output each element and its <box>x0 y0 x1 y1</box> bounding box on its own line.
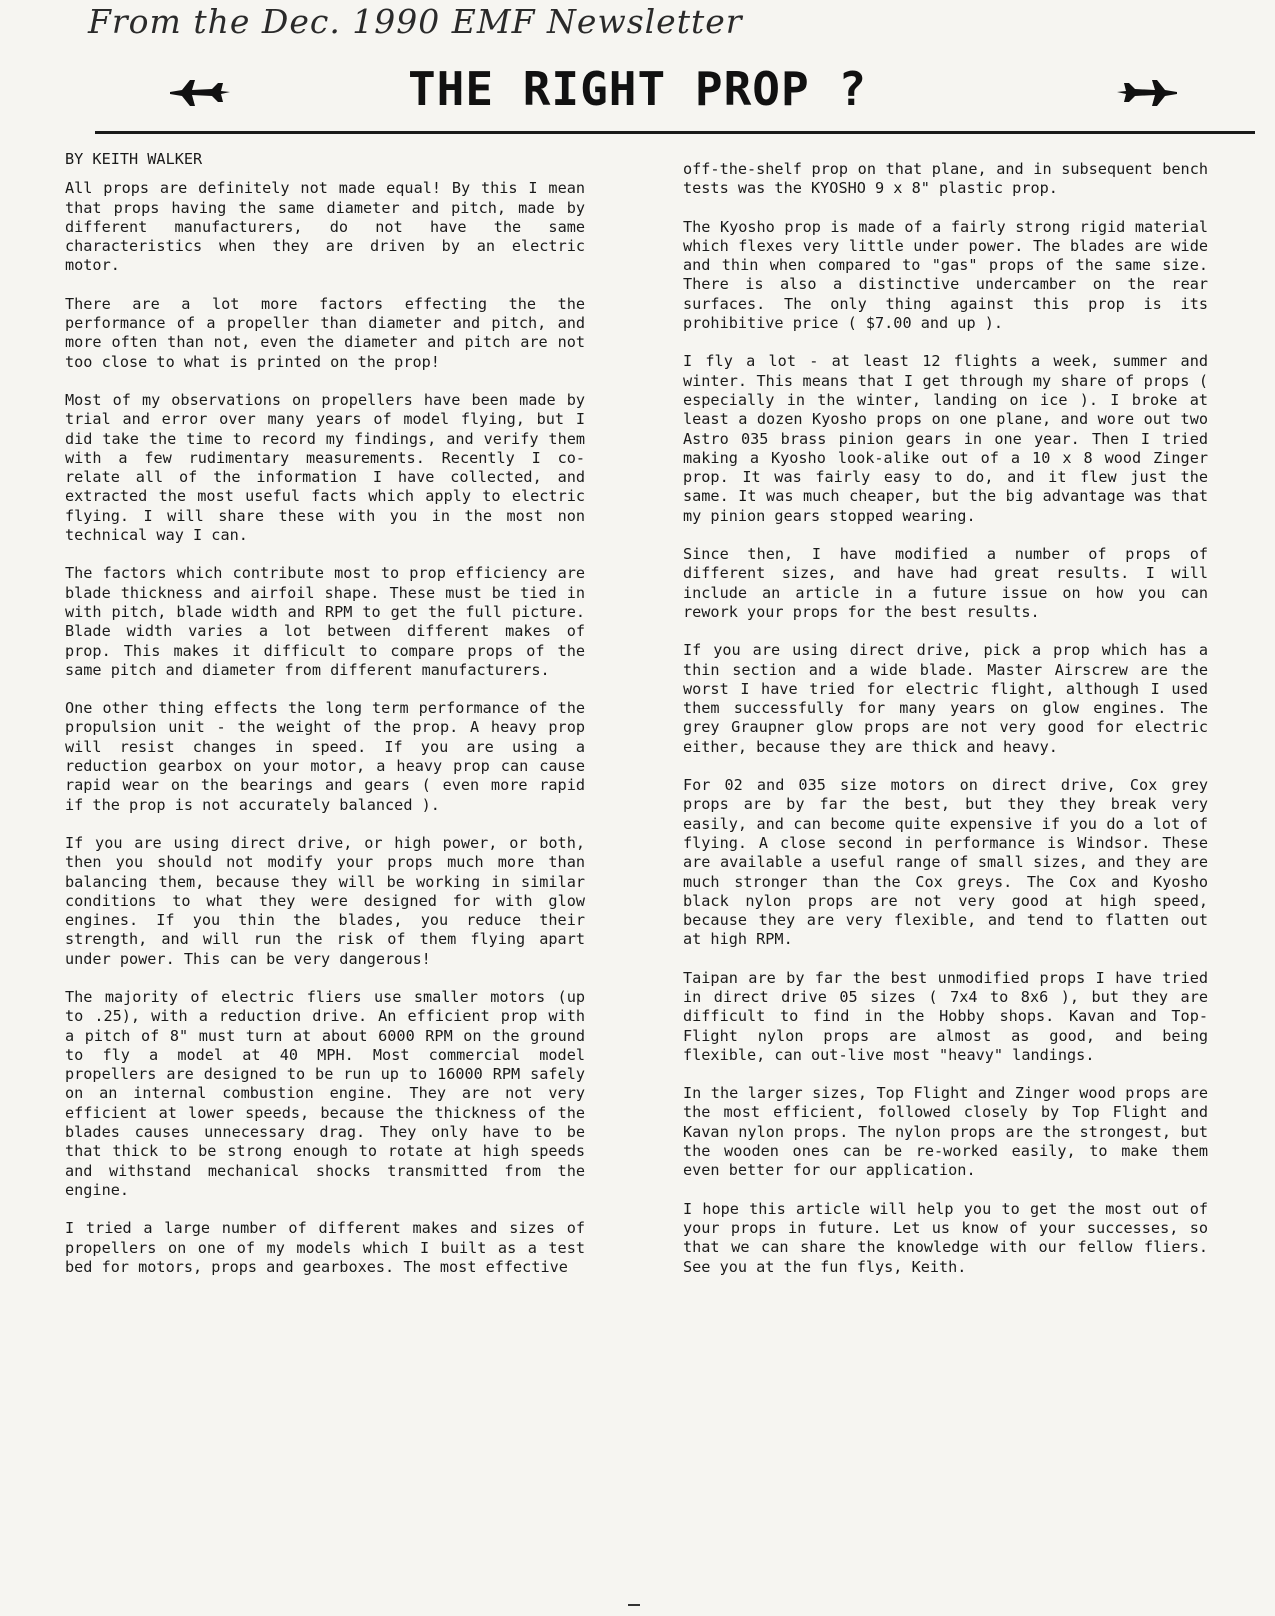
title-rule <box>95 131 1255 134</box>
paragraph: Most of my observations on propellers have been made by trial and error over many years of model flying, but I did take the time to record my findings, and verify them with a few rudimentary measurements. Recently I co-relate all of the information I have collected, and extracted the most useful facts which apply to electric flying. I will share these with you in the most non technical way I can. <box>65 390 585 545</box>
paragraph: In the larger sizes, Top Flight and Zinger wood props are the most efficient, followed closely by Top Flight and Kavan nylon props. The nylon props are the strongest, but the wooden ones can be re-worked easily, to make them even better for our application. <box>683 1084 1208 1180</box>
paragraph: One other thing effects the long term performance of the propulsion unit - the weight of the prop. A heavy prop will resist changes in speed. If you are using a reduction gearbox on your motor, a heavy prop can cause rapid wear on the bearings and gears ( even more rapid if the prop is not accurately balanced ). <box>65 699 585 814</box>
paragraph: The majority of electric fliers use smaller motors (up to .25), with a reduction drive. An efficient prop with a pitch of 8" must turn at about 6000 RPM on the ground to fly a model at 40 MPH. Most commercial model propellers are designed to be run up to 16000 RPM safely on an internal combustion engine. They are not very efficient at lower speeds, because the thickness of the blades causes unnecessary drag. They only have to be that thick to be strong enough to rotate at high speeds and withstand mechanical shocks transmitted from the engine. <box>65 987 585 1199</box>
byline: BY KEITH WALKER <box>65 150 203 168</box>
article-title: THE RIGHT PROP ? <box>407 62 868 116</box>
page-mark <box>628 1604 640 1606</box>
paragraph: I hope this article will help you to get the most out of your props in future. Let us know of your successes, so that we can share the knowledge with our fellow fliers. See you at the fun flys, Keith. <box>683 1199 1208 1276</box>
paragraph: The factors which contribute most to prop efficiency are blade thickness and airfoil shape. These must be tied in with pitch, blade width and RPM to get the full picture. Blade width varies a lot between different makes of prop. This makes it difficult to compare props of the same pitch and diameter from different manufacturers. <box>65 564 585 679</box>
paragraph: off-the-shelf prop on that plane, and in subsequent bench tests was the KYOSHO 9 x 8" plastic prop. <box>683 160 1208 198</box>
paragraph: If you are using direct drive, pick a prop which has a thin section and a wide blade. Master Airscrew are the worst I have tried for electric flight, although I used them successfully for many years on glow engines. The grey Graupner glow props are not very good for electric either, because they are thick and heavy. <box>683 641 1208 756</box>
paragraph: I fly a lot - at least 12 flights a week, summer and winter. This means that I get through my share of props ( especially in the winter, landing on ice ). I broke at least a dozen Kyosho props on one plane, and wore out two Astro 035 brass pinion gears in one year. Then I tried making a Kyosho look-alike out of a 10 x 8 wood Zinger prop. It was fairly easy to do, and it flew just the same. It was much cheaper, but the big advantage was that my pinion gears stopped wearing. <box>683 352 1208 525</box>
paragraph: Since then, I have modified a number of props of different sizes, and have had great results. I will include an article in a future issue on how you can rework your props for the best results. <box>683 545 1208 621</box>
paragraph: The Kyosho prop is made of a fairly strong rigid material which flexes very little under power. The blades are wide and thin when compared to "gas" props of the same size. There is also a distinctive undercamber on the rear surfaces. The only thing against this prop is its prohibitive price ( $7.00 and up ). <box>683 217 1208 333</box>
right-column <box>683 160 1208 1296</box>
paragraph: If you are using direct drive, or high power, or both, then you should not modify your props much more than balancing them, because they will be working in similar conditions to what they were designed for with glow engines. If you thin the blades, you reduce their strength, and will run the risk of them flying apart under power. This can be very dangerous! <box>65 833 585 968</box>
paragraph: There are a lot more factors effecting the the performance of a propeller than diameter and pitch, and more often than not, even the diameter and pitch are not too close to what is printed on the prop! <box>65 294 585 371</box>
paragraph: For 02 and 035 size motors on direct drive, Cox grey props are by far the best, but they they break very easily, and can become quite expensive if you do a lot of flying. A close second in performance is Windsor. These are available a useful range of small sizes, and they are much stronger than the Cox greys. The Cox and Kyosho black nylon props are not very good at high speed, because they are very flexible, and tend to flatten out at high RPM. <box>683 776 1208 949</box>
paragraph: Taipan are by far the best unmodified props I have tried in direct drive 05 sizes ( 7x4 to 8x6 ), but they are difficult to find in the Hobby shops. Kavan and Top-Flight nylon props are almost as good, and being flexible, can out-live most "heavy" landings. <box>683 968 1208 1064</box>
paragraph: I tried a large number of different makes and sizes of propellers on one of my models which I built as a test bed for motors, props and gearboxes. The most effective <box>65 1219 585 1276</box>
airplane-icon <box>1115 76 1179 110</box>
handwritten-source-note: From the Dec. 1990 EMF Newsletter <box>88 2 743 41</box>
paragraph: All props are definitely not made equal! By this I mean that props having the same diameter and pitch, made by different manufacturers, do not have the same characteristics when they are driven by an electric motor. <box>65 179 585 275</box>
left-column <box>65 150 585 1296</box>
title-banner <box>0 62 1275 132</box>
